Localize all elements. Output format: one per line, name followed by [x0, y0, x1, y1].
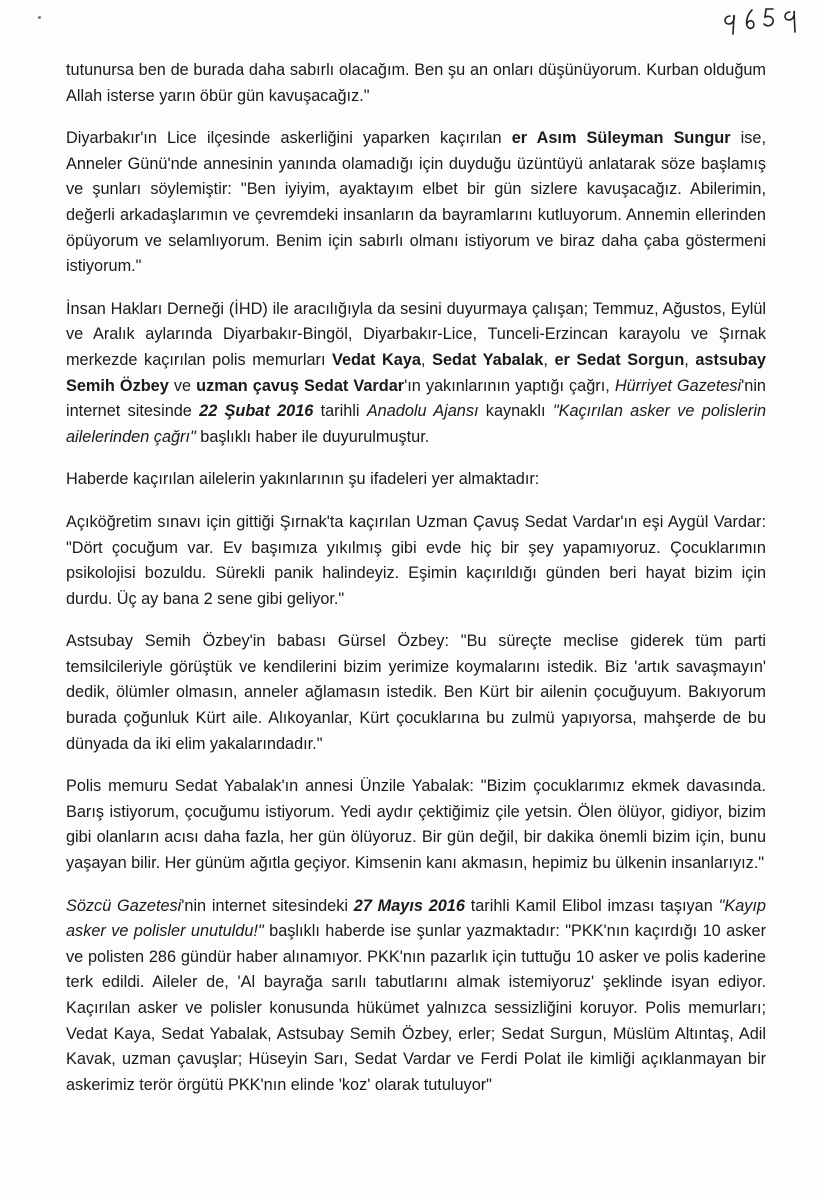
- text-segment: 27 Mayıs 2016: [353, 896, 465, 915]
- paragraph: [66, 467, 766, 493]
- text-segment: "Kaçırılan asker ve polislerin ailelerinden çağrı": [66, 402, 767, 446]
- text-segment: İnsan Hakları Derneği (İHD) ile aracılığıyla da sesini duyurmaya çalışan; Temmuz, Ağustos, Eylül ve Aralık aylarında Diyarbakır-Bingöl, Diyarbakır-Lice, Tunceli-Erzincan karayolu ve Şırnak merkezde kaçırılan polis memurları: [66, 299, 766, 369]
- text-segment: 'nin internet sitesinde: [66, 376, 766, 421]
- text-segment: er Sedat Sorgun: [554, 350, 685, 369]
- text-segment: ise, Anneler Günü'nde annesinin yanında olamadığı için duyduğu üzüntüyü anlatarak söze başlamış ve şunları söylemiştir: "Ben iyiyim, ayaktayım elbet bir gün sizlere kavuşacağız. Abilerimin, değerli arkadaşlarımın ve çevremdeki insanların da bayramlarını kutluyorum. Annemin ellerinden öpüyorum ve selamlıyorum. Benim için sabırlı olmanı istiyorum ve biraz daha çaba göstermeni istiyorum.": [66, 129, 766, 276]
- text-segment: ,: [684, 350, 696, 369]
- paragraph: [66, 58, 766, 109]
- paragraph: [66, 297, 766, 451]
- paragraph: [66, 126, 766, 280]
- paragraph: [66, 774, 766, 876]
- text-segment: Anadolu Ajansı: [366, 402, 479, 421]
- text-segment: tarihli Kamil Elibol imzası taşıyan: [464, 896, 719, 915]
- text-segment: Astsubay Semih Özbey'in babası Gürsel Özbey: "Bu süreçte meclise giderek tüm parti temsilcileriyle görüştük ve kendilerini bizim yerimize koymalarını istedik. Biz 'artık savaşmayın' dedik, ölümler olmasın, anneler ağlamasın istedik. Ben Kürt bir ailenin çocuğuyum. Bakıyorum burada çoğunluk Kürt aile. Alıkoyanlar, Kürt çocuklarına bu zulmü yapıyorsa, mahşerde de bu dünyada da iki elim yakalarındadır.": [66, 632, 766, 753]
- text-segment: başlıklı haber ile duyurulmuştur.: [195, 427, 430, 446]
- text-segment: Diyarbakır'ın Lice ilçesinde askerliğini yaparken kaçırılan: [66, 129, 512, 148]
- text-segment: "Kayıp asker ve polisler unutuldu!": [66, 896, 766, 941]
- text-segment: 22 Şubat 2016: [199, 402, 314, 421]
- text-segment: ve: [168, 376, 197, 395]
- text-segment: Vedat Kaya: [332, 350, 421, 369]
- text-segment: Hürriyet Gazetesi: [614, 376, 742, 395]
- text-segment: astsubay Semih Özbey: [66, 350, 766, 395]
- paragraph: [66, 894, 766, 1099]
- scan-speck: [38, 16, 41, 19]
- paragraph: [66, 510, 766, 612]
- text-segment: uzman çavuş Sedat Vardar: [196, 376, 405, 395]
- paragraph: [66, 629, 766, 757]
- text-segment: başlıklı haberde ise şunlar yazmaktadır: "PKK'nın kaçırdığı 10 asker ve polisten 286 gündür haber alınamıyor. PKK'nın pazarlık için tuttuğu 10 asker ve polis kaderine terk edildi. Aileler de, 'Al bayrağa sarılı tabutlarını almak istemiyoruz' şeklinde isyan ediyor. Kaçırılan asker ve polisler konusunda hükümet yalnızca sessizliğini koruyor. Polis memurları; Vedat Kaya, Sedat Yabalak, Astsubay Semih Özbey, erler; Sedat Surgun, Müslüm Altıntaş, Adil Kavak, uzman çavuşlar; Hüseyin Sarı, Sedat Vardar ve Ferdi Polat ile kimliği açıklanmayan bir askerimiz terör örgütü PKK'nın elinde 'koz' olarak tutuluyor": [66, 922, 766, 1094]
- text-segment: Açıköğretim sınavı için gittiği Şırnak'ta kaçırılan Uzman Çavuş Sedat Vardar'ın eşi Aygül Vardar: "Dört çocuğum var. Ev başımıza yıkılmış gibi evde hiç bir şey yapamıyoruz. Çocuklarımın psikolojisi bozuldu. Sürekli panik halindeyiz. Eşimin kaçırıldığı günden beri hayat bizim için durdu. Üç ay bana 2 sene gibi geliyor.": [66, 512, 766, 608]
- document-body: [66, 58, 766, 1098]
- text-segment: kaynaklı: [478, 402, 553, 421]
- handwritten-page-number: [716, 2, 808, 46]
- text-segment: 'ın yakınlarının yaptığı çağrı,: [404, 376, 615, 395]
- text-segment: Sözcü Gazetesi: [66, 896, 182, 915]
- text-segment: Haberde kaçırılan ailelerin yakınlarının şu ifadeleri yer almaktadır:: [66, 470, 540, 489]
- text-segment: ,: [543, 350, 555, 369]
- text-segment: tutunursa ben de burada daha sabırlı olacağım. Ben şu an onları düşünüyorum. Kurban olduğum Allah isterse yarın öbür gün kavuşacağız.": [66, 61, 766, 105]
- text-segment: Polis memuru Sedat Yabalak'ın annesi Ünzile Yabalak: "Bizim çocuklarımız ekmek davasında. Barış istiyorum, çocuğumu istiyorum. Yedi aydır çektiğimiz çile yetsin. Ölen ölüyor, gidiyor, bizim gibi olanların acısı daha fazla, her gün ölüyoruz. Bir gün değil, bir dakika önemli bizim için, bunu yaşayan bilir. Her günüm ağıtla geçiyor. Kimsenin kanı akmasın, hepimiz bu ülkenin insanlarıyız.": [66, 777, 766, 873]
- text-segment: er Asım Süleyman Sungur: [511, 129, 731, 148]
- text-segment: Sedat Yabalak: [432, 350, 544, 369]
- handwritten-page-number-drawing: [716, 2, 808, 46]
- text-segment: ,: [420, 350, 433, 369]
- text-segment: 'nin internet sitesindeki: [181, 896, 354, 915]
- text-segment: tarihli: [313, 402, 367, 421]
